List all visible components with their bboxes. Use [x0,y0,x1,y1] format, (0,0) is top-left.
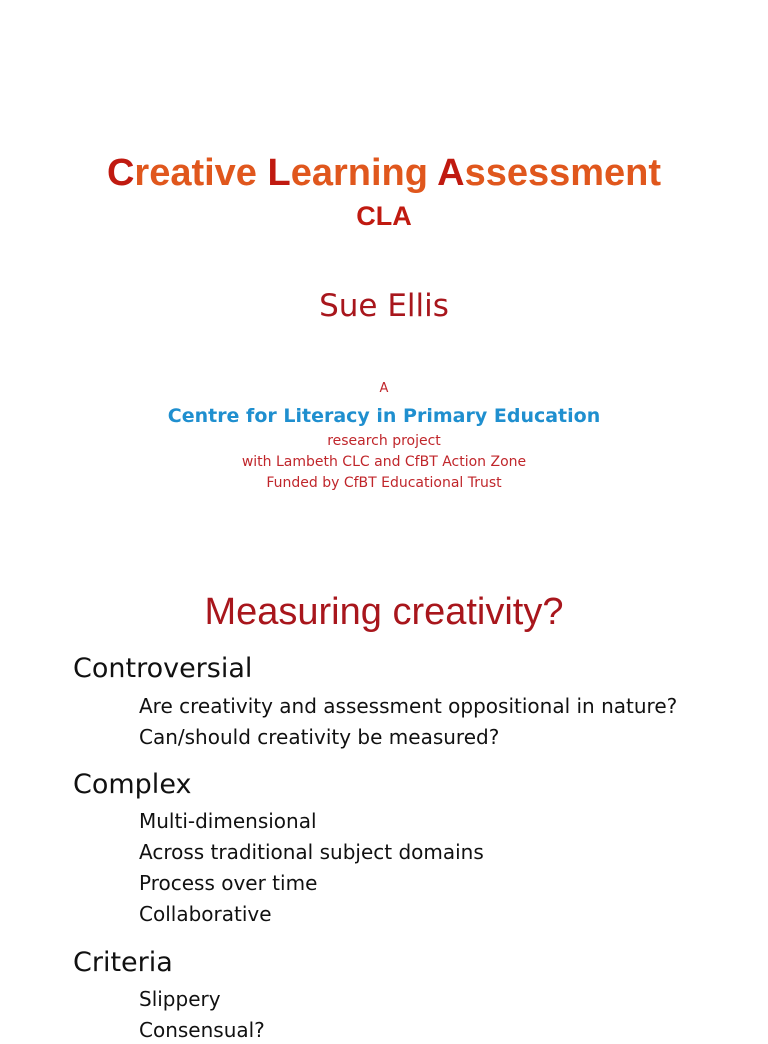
title-rest-ssessment: ssessment [464,152,662,194]
detail-line-3: Funded by CfBT Educational Trust [266,475,502,491]
section-heading-criteria: Criteria [73,947,173,978]
section-heading-complex: Complex [73,769,192,800]
detail-line-2: with Lambeth CLC and CfBT Action Zone [241,454,527,470]
organisation-name: Centre for Literacy in Primary Education [167,405,601,427]
title-initial-l: L [267,152,291,194]
document-title [0,150,768,196]
article-a: A [379,381,389,396]
title-rest-reative: reative [134,152,268,194]
title-initial-c: C [106,152,135,194]
document-subtitle: CLA [356,201,412,231]
bullet-item: Multi-dimensional [139,809,317,833]
section-heading-controversial: Controversial [73,653,253,684]
bullet-item: Consensual? [139,1018,265,1042]
bullet-item: Collaborative [139,902,272,926]
title-initial-a: A [437,152,465,194]
bullet-item: Can/should creativity be measured? [139,725,500,749]
title-rest-earning: earning [290,152,438,194]
bullet-item: Across traditional subject domains [139,840,484,864]
slide-title: Measuring creativity? [204,591,564,633]
detail-line-1: research project [327,433,441,449]
bullet-item: Slippery [139,987,221,1011]
bullet-item: Are creativity and assessment oppositional in nature? [139,694,678,718]
bullet-item: Process over time [139,871,318,895]
author-name: Sue Ellis [319,288,449,324]
